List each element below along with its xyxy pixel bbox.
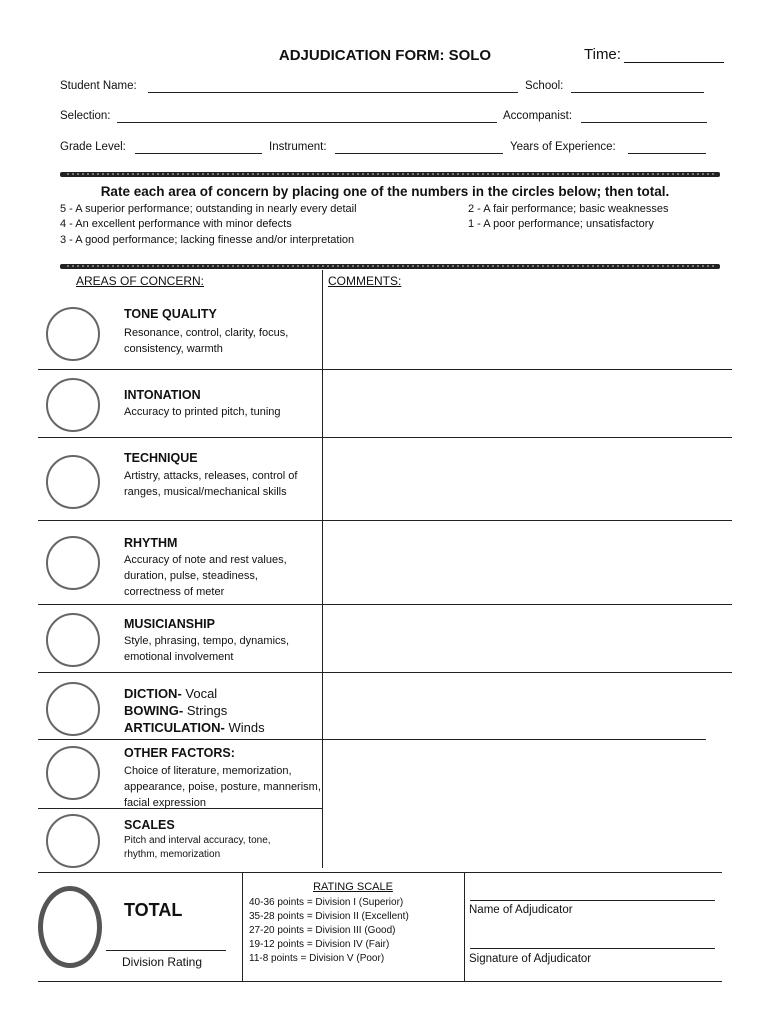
- total-label: TOTAL: [124, 900, 183, 920]
- school-label: School:: [525, 80, 564, 92]
- tone-quality-title: TONE QUALITY: [124, 307, 217, 321]
- articulation-line: ARTICULATION- Winds: [124, 720, 265, 735]
- row-separator: [38, 369, 732, 370]
- adjudicator-name-label: Name of Adjudicator: [469, 904, 573, 916]
- rating-scale-row: 19-12 points = Division IV (Fair): [249, 939, 390, 950]
- rhythm-score-circle[interactable]: [46, 536, 100, 590]
- years-experience-label: Years of Experience:: [510, 141, 616, 153]
- rating-scale-title: RATING SCALE: [313, 881, 393, 893]
- student-name-label: Student Name:: [60, 80, 137, 92]
- time-field[interactable]: [624, 62, 724, 63]
- total-score-circle[interactable]: [38, 886, 102, 968]
- technique-title: TECHNIQUE: [124, 451, 198, 465]
- legend-5: 5 - A superior performance; outstanding in nearly every detail: [60, 203, 357, 215]
- division-rating-field[interactable]: [106, 950, 226, 951]
- years-experience-field[interactable]: [628, 153, 706, 154]
- footer-bottom-line: [38, 981, 722, 982]
- row-separator: [38, 672, 732, 673]
- bowing-line: BOWING- Strings: [124, 703, 228, 718]
- scales-score-circle[interactable]: [46, 814, 100, 868]
- rating-scale-row: 40-36 points = Division I (Superior): [249, 897, 404, 908]
- time-label: Time:: [584, 46, 621, 63]
- footer-divider-2: [464, 872, 465, 981]
- intonation-desc: Accuracy to printed pitch, tuning: [124, 406, 281, 418]
- legend-2: 2 - A fair performance; basic weaknesses: [468, 203, 669, 215]
- adjudicator-signature-field[interactable]: [470, 948, 715, 949]
- technique-score-circle[interactable]: [46, 455, 100, 509]
- tone-quality-score-circle[interactable]: [46, 307, 100, 361]
- intonation-score-circle[interactable]: [46, 378, 100, 432]
- grade-level-field[interactable]: [135, 153, 262, 154]
- rating-scale-row: 35-28 points = Division II (Excellent): [249, 911, 409, 922]
- tone-quality-desc: Resonance, control, clarity, focus, consistency, warmth: [124, 327, 289, 355]
- footer-top-line: [38, 872, 722, 873]
- musicianship-title: MUSICIANSHIP: [124, 617, 215, 631]
- legend-3: 3 - A good performance; lacking finesse and/or interpretation: [60, 234, 355, 246]
- instructions-heading: Rate each area of concern by placing one of the numbers in the circles below; then total.: [100, 184, 670, 199]
- rating-scale-row: 27-20 points = Division III (Good): [249, 925, 396, 936]
- grade-level-label: Grade Level:: [60, 141, 126, 153]
- student-name-field[interactable]: [148, 92, 518, 93]
- legend-1: 1 - A poor performance; unsatisfactory: [468, 218, 654, 230]
- musicianship-desc: Style, phrasing, tempo, dynamics, emotional involvement: [124, 635, 290, 663]
- diction-line: DICTION- Vocal: [124, 686, 218, 701]
- adjudicator-name-field[interactable]: [470, 900, 715, 901]
- diction-score-circle[interactable]: [46, 682, 100, 736]
- form-title: ADJUDICATION FORM: SOLO: [278, 47, 492, 64]
- scales-desc: Pitch and interval accuracy, tone, rhythm, memorization: [124, 835, 271, 860]
- division-rating-label: Division Rating: [122, 955, 203, 969]
- column-divider: [322, 270, 323, 868]
- school-field[interactable]: [571, 92, 704, 93]
- instrument-label: Instrument:: [269, 141, 327, 153]
- instrument-field[interactable]: [335, 153, 503, 154]
- musicianship-score-circle[interactable]: [46, 613, 100, 667]
- row-separator: [38, 739, 706, 740]
- legend-4: 4 - An excellent performance with minor defects: [60, 218, 292, 230]
- rhythm-title: RHYTHM: [124, 536, 178, 550]
- adjudicator-signature-label: Signature of Adjudicator: [469, 953, 592, 965]
- other-factors-title: OTHER FACTORS:: [124, 746, 235, 760]
- rhythm-desc: Accuracy of note and rest values, duration, pulse, steadiness, correctness of meter: [124, 554, 287, 598]
- selection-label: Selection:: [60, 110, 111, 122]
- row-separator: [38, 437, 732, 438]
- accompanist-field[interactable]: [581, 122, 707, 123]
- technique-desc: Artistry, attacks, releases, control of ranges, musical/mechanical skills: [124, 470, 298, 498]
- rating-scale-row: 11-8 points = Division V (Poor): [249, 953, 385, 964]
- divider-top: [60, 172, 720, 177]
- selection-field[interactable]: [117, 122, 497, 123]
- scales-title: SCALES: [124, 818, 175, 832]
- row-separator: [38, 604, 732, 605]
- intonation-title: INTONATION: [124, 388, 201, 402]
- areas-header: AREAS OF CONCERN:: [76, 274, 205, 288]
- comments-header: COMMENTS:: [328, 274, 402, 288]
- row-separator: [38, 520, 732, 521]
- divider-middle: [60, 264, 720, 269]
- accompanist-label: Accompanist:: [503, 110, 573, 122]
- other-factors-desc: Choice of literature, memorization, appearance, poise, posture, mannerism, facial expression: [124, 765, 321, 809]
- other-factors-score-circle[interactable]: [46, 746, 100, 800]
